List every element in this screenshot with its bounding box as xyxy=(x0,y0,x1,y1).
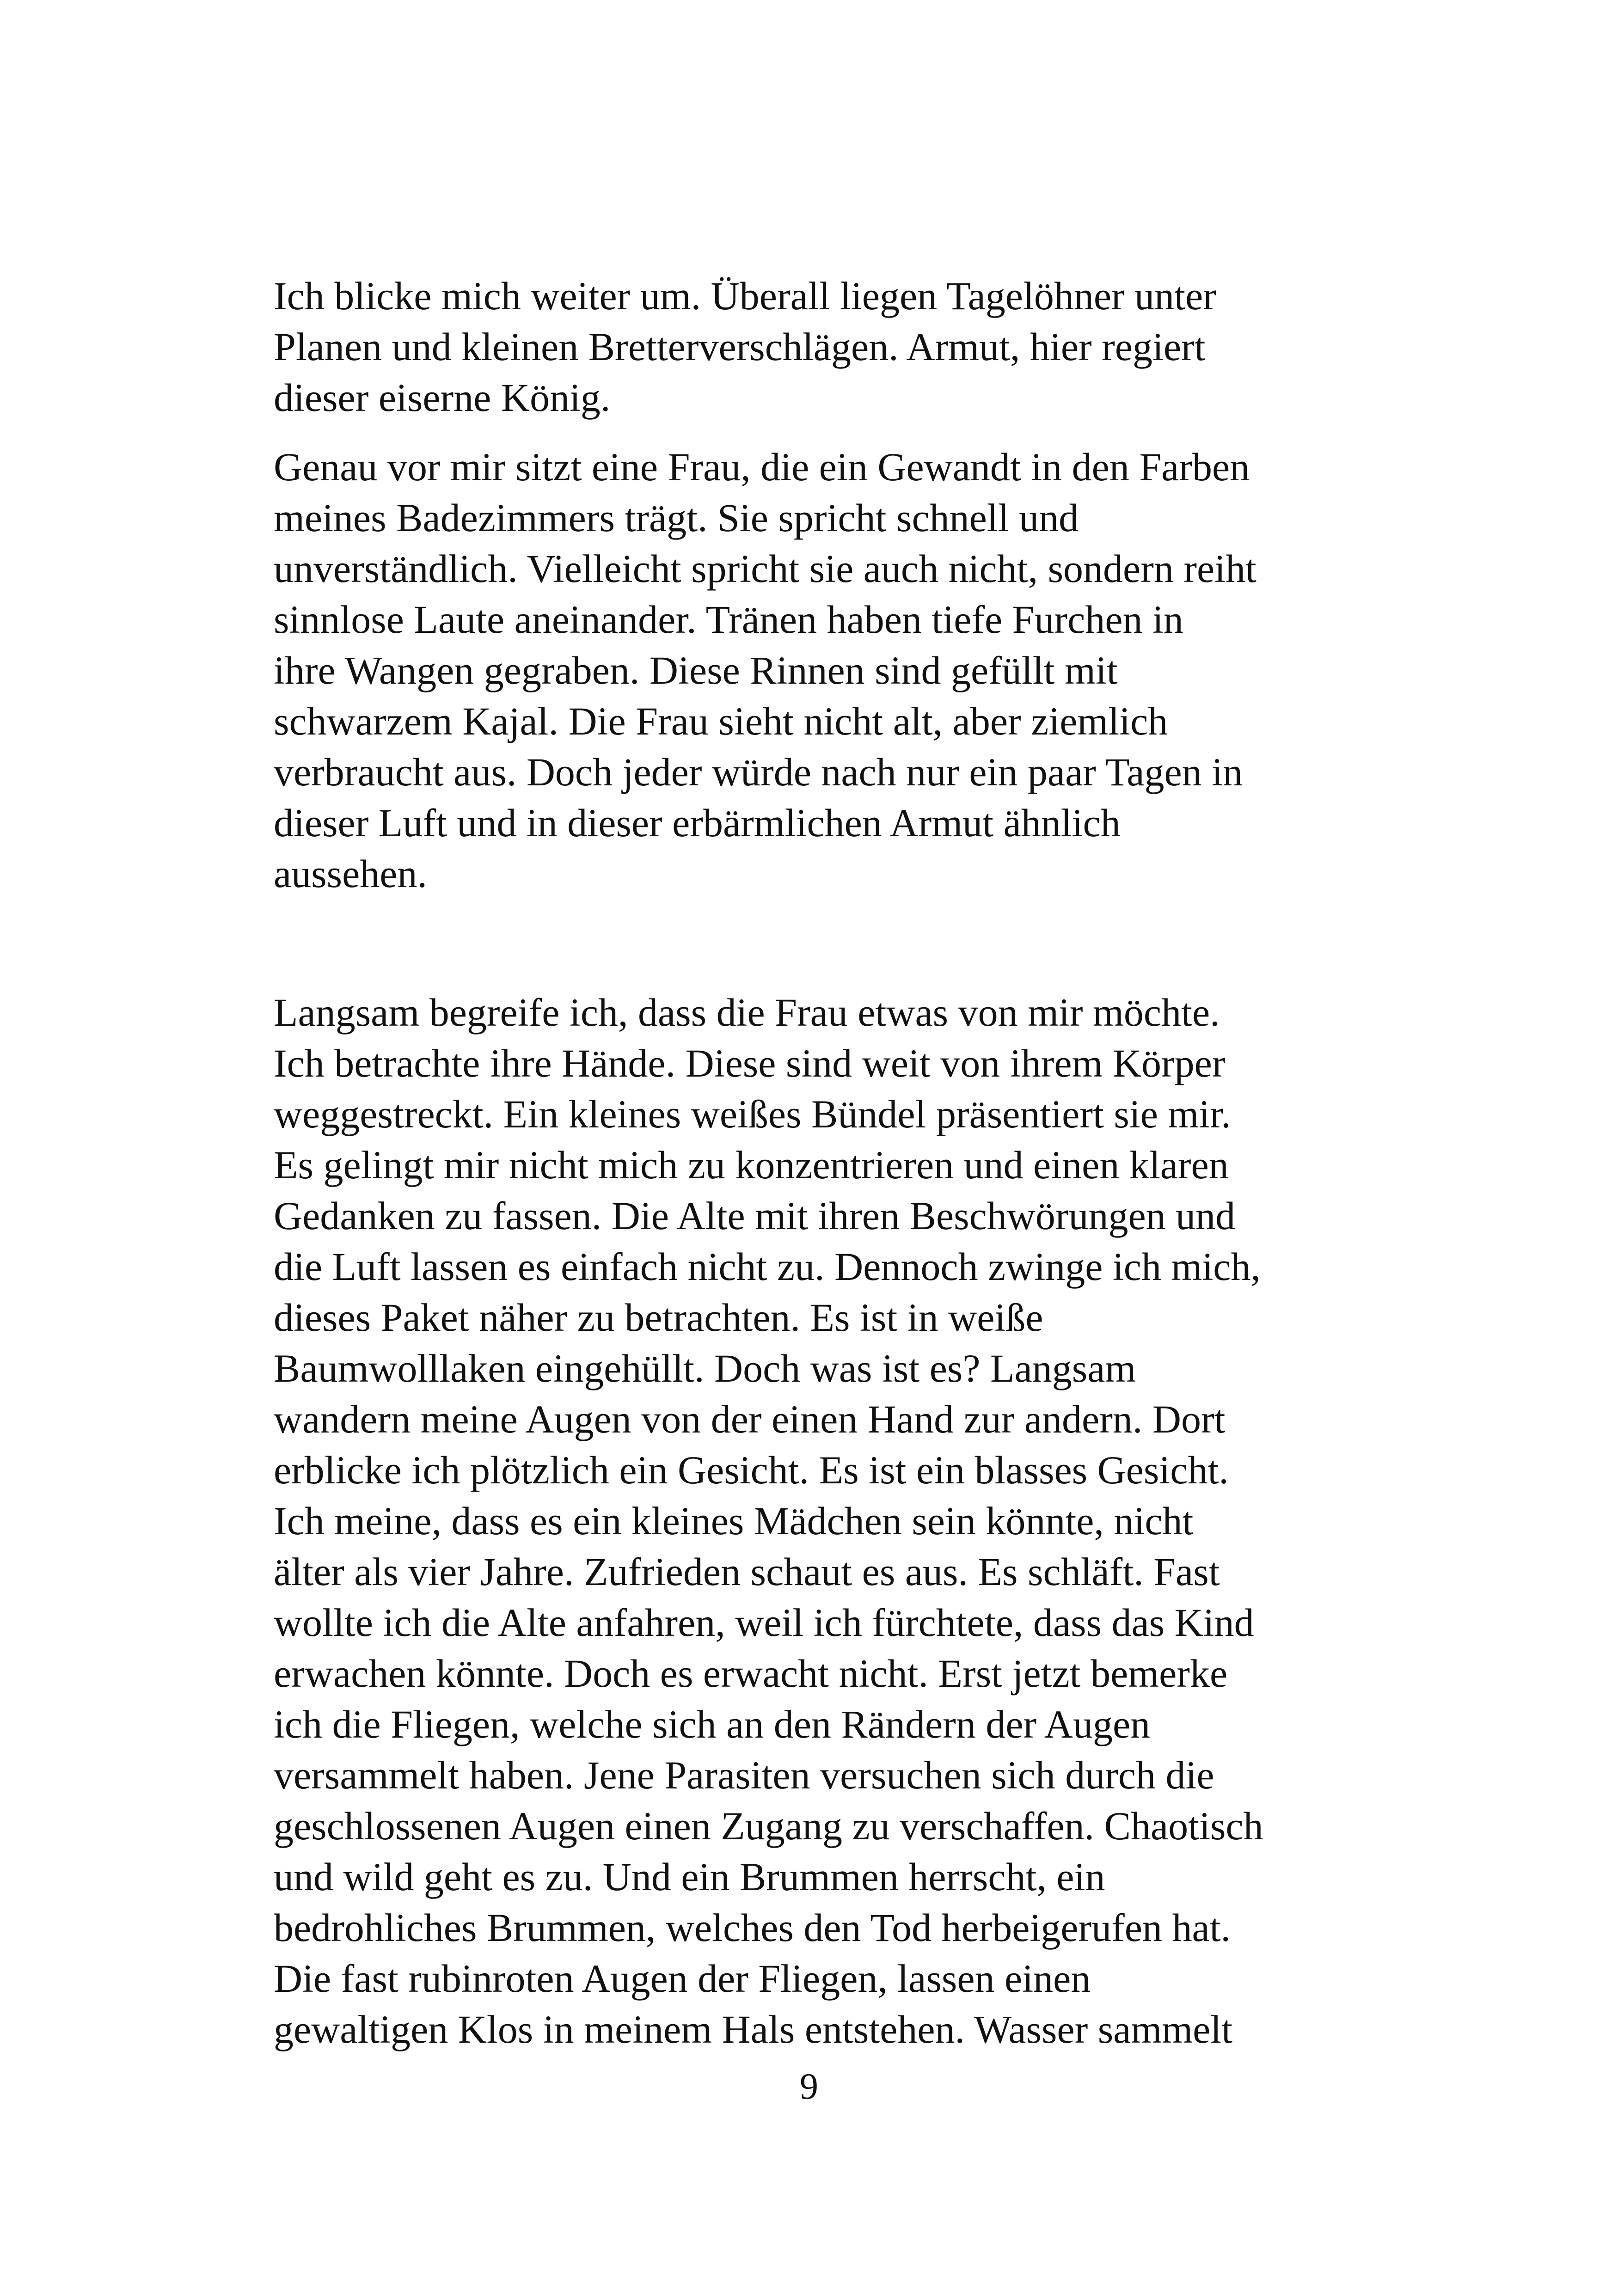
text-line: die Luft lassen es einfach nicht zu. Dennoch zwinge ich mich, xyxy=(274,1244,1261,1289)
text-line: versammelt haben. Jene Parasiten versuchen sich durch die xyxy=(274,1753,1214,1797)
text-line: dieser eiserne König. xyxy=(274,375,611,420)
text-line: Ich blicke mich weiter um. Überall liegen Tagelöhner unter xyxy=(274,274,1216,318)
text-line: Planen und kleinen Bretterverschlägen. Armut, hier regiert xyxy=(274,325,1206,369)
text-line: sinnlose Laute aneinander. Tränen haben tiefe Furchen in xyxy=(274,597,1183,642)
text-line: Langsam begreife ich, dass die Frau etwas von mir möchte. xyxy=(274,990,1220,1035)
text-line: Die fast rubinroten Augen der Fliegen, lassen einen xyxy=(274,1956,1091,2001)
text-line: und wild geht es zu. Und ein Brummen herrscht, ein xyxy=(274,1855,1105,1899)
text-line: wollte ich die Alte anfahren, weil ich fürchtete, dass das Kind xyxy=(274,1600,1254,1645)
text-line: aussehen. xyxy=(274,851,427,896)
text-line: meines Badezimmers trägt. Sie spricht schnell und xyxy=(274,496,1079,540)
text-line: erwachen könnte. Doch es erwacht nicht. Erst jetzt bemerke xyxy=(274,1651,1228,1696)
text-line: schwarzem Kajal. Die Frau sieht nicht alt, aber ziemlich xyxy=(274,699,1168,743)
text-line: unverständlich. Vielleicht spricht sie auch nicht, sondern reiht xyxy=(274,546,1256,591)
text-line: Baumwolllaken eingehüllt. Doch was ist es? Langsam xyxy=(274,1346,1136,1390)
text-line: älter als vier Jahre. Zufrieden schaut es aus. Es schläft. Fast xyxy=(274,1549,1220,1594)
text-line: dieser Luft und in dieser erbärmlichen Armut ähnlich xyxy=(274,801,1121,845)
text-line: ihre Wangen gegraben. Diese Rinnen sind gefüllt mit xyxy=(274,648,1118,692)
text-line: Ich betrachte ihre Hände. Diese sind weit von ihrem Körper xyxy=(274,1041,1226,1085)
text-line: verbraucht aus. Doch jeder würde nach nur ein paar Tagen in xyxy=(274,750,1243,794)
text-line: Genau vor mir sitzt eine Frau, die ein Gewandt in den Farben xyxy=(274,445,1250,489)
text-line: wandern meine Augen von der einen Hand zur andern. Dort xyxy=(274,1397,1226,1441)
text-line: geschlossenen Augen einen Zugang zu verschaffen. Chaotisch xyxy=(274,1804,1263,1848)
text-line: dieses Paket näher zu betrachten. Es ist in weiße xyxy=(274,1295,1043,1340)
text-line: weggestreckt. Ein kleines weißes Bündel präsentiert sie mir. xyxy=(274,1092,1231,1136)
text-line: ich die Fliegen, welche sich an den Rändern der Augen xyxy=(274,1702,1151,1746)
text-line: Ich meine, dass es ein kleines Mädchen sein könnte, nicht xyxy=(274,1499,1194,1543)
text-line: Gedanken zu fassen. Die Alte mit ihren Beschwörungen und xyxy=(274,1194,1236,1238)
text-line: erblicke ich plötzlich ein Gesicht. Es ist ein blasses Gesicht. xyxy=(274,1448,1229,1492)
page-number: 9 xyxy=(800,2066,818,2107)
text-line: gewaltigen Klos in meinem Hals entstehen. Wasser sammelt xyxy=(274,2007,1233,2051)
text-line: bedrohliches Brummen, welches den Tod herbeigerufen hat. xyxy=(274,1905,1231,1950)
text-line: Es gelingt mir nicht mich zu konzentrieren und einen klaren xyxy=(274,1143,1229,1187)
